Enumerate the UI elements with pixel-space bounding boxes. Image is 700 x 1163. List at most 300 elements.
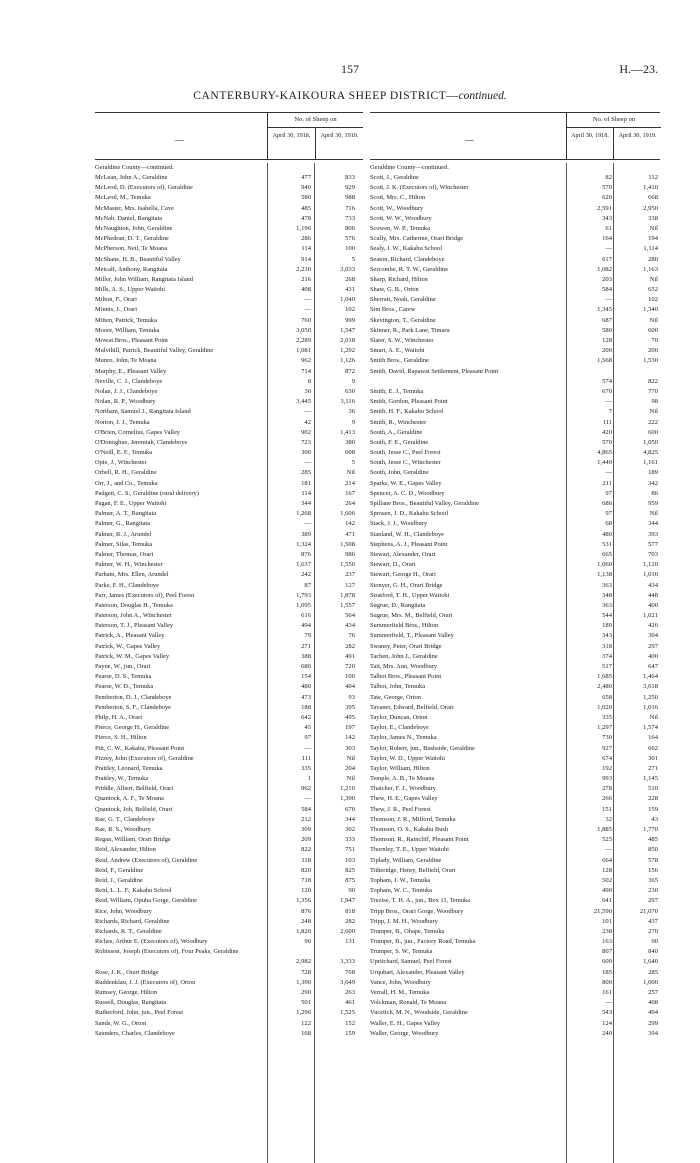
owner-name: Rutherford, John, jun., Peel Forest [95,1009,184,1017]
table-row [95,723,363,733]
sheep-1918: 90 [304,938,311,946]
sheep-1919: 167 [345,489,355,497]
sheep-1919: 9 [351,377,355,385]
sheep-1919: 1,606 [340,510,355,518]
table-row [370,326,660,336]
table-row [370,856,660,866]
table-row [95,326,363,336]
table-row [95,886,363,896]
sheep-1918: 665 [602,550,612,558]
sheep-1919: 102 [648,296,658,304]
table-row [370,693,660,703]
sheep-1918: 502 [602,876,612,884]
owner-name: Reid, L. L. F., Kakahu School [95,887,172,895]
sheep-1918: 97 [605,489,612,497]
owner-name: Parke, F. H., Clandeboye [95,581,159,589]
table-row [95,356,363,366]
table-row [370,927,660,937]
name-column-header: — [175,135,184,145]
owner-name: Thomson, R., Raincliff, Pleasant Point [370,836,469,844]
sheep-1919: 36 [348,408,355,416]
sheep-1919: 630 [345,387,355,395]
sheep-1919: 280 [648,255,658,263]
table-row [95,265,363,275]
owner-name: Riches, Arthur E. (Executors of), Woodbury [95,938,208,946]
table-row [95,509,363,519]
sheep-1918: 163 [602,938,612,946]
sheep-1919: 806 [345,224,355,232]
sheep-1919: 662 [648,744,658,752]
owner-name: McNab, Daniel, Rangitata [95,214,163,222]
sheep-1919: 103 [345,856,355,864]
owner-name: Vucetich, M. N., Woodside, Geraldine [370,1009,468,1017]
table-row [95,204,363,214]
sheep-1918: 45 [304,724,311,732]
sheep-1919: 1,557 [340,601,355,609]
owner-name: Russell, Douglas, Rangitata [95,999,166,1007]
sheep-1918: 266 [602,795,612,803]
sheep-1919: Nil [346,754,355,762]
owner-name: Vance, John, Woodbury [370,978,431,986]
sheep-1918: 876 [301,550,311,558]
table-row [370,397,660,407]
sheep-1919: 1,525 [340,1009,355,1017]
sheep-1919: 850 [648,846,658,854]
owner-name: McShane, H. B., Beautiful Valley [95,255,181,263]
sheep-1918: 388 [301,652,311,660]
sheep-1918: 993 [602,775,612,783]
owner-name: McPhedran, D. T., Geraldine [95,235,169,243]
owner-name: Spencer, A. C. D., Woodbury [370,489,445,497]
table-row [95,560,363,570]
section-heading: Geraldine County—continued. [370,164,449,171]
table-row [95,458,363,468]
owner-name: Tait, Mrs. Ann, Woodbury [370,663,438,671]
sheep-1919: 282 [345,642,355,650]
sheep-1919: 285 [648,968,658,976]
sheep-1919: 152 [345,1019,355,1027]
owner-name: Pierce, George H., Geraldine [95,724,170,732]
owner-name: Tripp Bros., Orari Gorge, Woodbury [370,907,464,915]
sheep-1918: 1,138 [597,571,612,579]
owner-name: Stewart, Alexander, Orari [370,550,436,558]
owner-name: Richards, Richard, Geraldine [95,917,170,925]
sheep-1919: 214 [345,479,355,487]
table-row [370,540,660,550]
sheep-1919: 142 [345,734,355,742]
sheep-1918: 962 [301,357,311,365]
owner-name: Scott, Mrs. C., Hilton [370,194,426,202]
owner-name: O'Neill, E. F., Temuka [95,449,153,457]
table-row [370,947,660,957]
owner-name: Paterson, T. J., Pleasant Valley [95,622,174,630]
sheep-1919: 668 [648,194,658,202]
sheep-1918: 97 [304,734,311,742]
sheep-1918: 68 [605,520,612,528]
table-row [95,845,363,855]
sheep-1918: 3,445 [296,398,311,406]
sheep-1919: 647 [648,663,658,671]
sheep-1918: 3,050 [296,326,311,334]
table-row [95,305,363,315]
table-row [95,601,363,611]
sheep-1919: 959 [648,500,658,508]
sheep-1919: 93 [348,693,355,701]
table-row [95,1019,363,1029]
sheep-1919: 1,126 [340,357,355,365]
sheep-1918: 543 [602,1009,612,1017]
table-row [95,907,363,917]
table-row [370,764,660,774]
table-row [370,489,660,499]
owner-name: Ruddenklau, J. J. (Executors of), Orton [95,978,196,986]
sheep-1918: 962 [301,785,311,793]
sheep-1919: 471 [345,530,355,538]
sheep-count-title: No. of Sheep on [268,113,363,128]
owner-name: Taylor, Robert, jun., Bushside, Geraldine [370,744,475,752]
table-row [370,214,660,224]
owner-name: Sim Bros., Carew [370,306,416,314]
owner-name: Stonyer, G. H., Orari Bridge [370,581,443,589]
sheep-1918: 2,289 [296,337,311,344]
table-row [370,570,660,580]
owner-name: Palmer, W. H., Winchester [95,561,163,569]
sheep-1918: 1,390 [296,978,311,986]
owner-name: Temple, A. B., Te Moana [370,775,435,783]
sheep-1918: 122 [301,1019,311,1027]
owner-name: Tavaner, Edward, Belfield, Orari [370,703,454,711]
owner-name: Scott, J., Geraldine [370,174,419,181]
owner-name: Parham, Mrs. Ellen, Arundel [95,571,169,579]
sheep-1918: 728 [301,968,311,976]
table-row [370,265,660,275]
sheep-1919: 608 [345,449,355,457]
sheep-1919: 271 [648,764,658,772]
owner-name: Smith, Gordon, Pleasant Point [370,398,448,406]
sheep-1918: 285 [301,469,311,477]
sheep-1919: 43 [651,815,658,823]
table-row [95,611,363,621]
table-row [370,591,660,601]
table-row [95,499,363,509]
table-row [370,356,660,366]
sheep-1919: 576 [345,235,355,243]
sheep-1918: 238 [602,927,612,935]
table-row [95,682,363,692]
owner-name: Stewart, D., Orari [370,561,416,569]
table-row [370,774,660,784]
sheep-1918: 111 [602,418,612,426]
sheep-1918: 161 [602,989,612,997]
sheep-1919: 3,333 [340,958,355,966]
table-body [95,163,363,1039]
sheep-1918: — [304,795,311,803]
owner-name: Stack, J. J., Woodbury [370,520,428,528]
table-row [95,173,363,183]
owner-name: Reid, William, Opuha Gorge, Geraldine [95,897,197,905]
owner-name: Trumper, S. W., Temuka [370,948,433,956]
owner-name: Trezise, T. H. A., jun., Box 11, Temuka [370,897,471,905]
sheep-1918: 687 [602,316,612,324]
sheep-1919: 652 [648,286,658,294]
sheep-1919: Nil [649,275,658,283]
sheep-1919: 333 [345,836,355,844]
sheep-1918: 473 [301,693,311,701]
owner-name: Sugrue, D., Rangitata [370,601,426,609]
sheep-1919: 9 [351,418,355,426]
sheep-1919: 988 [345,194,355,202]
owner-name: Palmer, Silas, Temuka [95,540,153,548]
table-row [95,570,363,580]
sheep-1918: 189 [602,622,612,630]
table-row [95,764,363,774]
table-row [95,519,363,529]
sheep-1918: 61 [605,224,612,232]
owner-name: Reid, J., Geraldine [95,876,143,884]
sheep-1918: 730 [602,734,612,742]
table-row [95,1008,363,1018]
sheep-1919: 86 [651,489,658,497]
name-column-header: — [465,135,474,145]
sheep-1918: 248 [301,917,311,925]
left-table [95,112,363,1112]
sheep-1918: 128 [602,866,612,874]
owner-name: Waller, E. H., Gapes Valley [370,1019,441,1027]
sheep-1918: 335 [301,764,311,772]
table-row [370,234,660,244]
table-row [370,866,660,876]
owner-name: Reid, F., Geraldine [95,866,144,874]
sheep-1919: 2,950 [643,204,658,212]
sheep-1919: 1,021 [643,612,658,620]
owner-name: South, Jesse C., Peel Forest [370,449,441,457]
table-row [95,631,363,641]
sheep-1918: 290 [301,989,311,997]
column-1918-header: April 30, 1918. [272,132,311,139]
owner-name: Metcalf, Anthony, Rangitata [95,265,168,273]
owner-name: Reid, Alexander, Hilton [95,846,156,854]
table-row [95,316,363,326]
sheep-1918: — [304,306,311,314]
owner-name: Saunders, Charles, Clandeboye [95,1029,175,1037]
table-row [370,224,660,234]
owner-name: Palmer, Thomas, Orari [95,550,154,558]
sheep-1918: 2,230 [296,265,311,273]
owner-name: McPherson, Neil, Te Moana [95,245,168,253]
sheep-1919: 577 [648,540,658,548]
sheep-1919: 342 [648,479,658,487]
owner-name: Topham, W. C., Temuka [370,887,433,895]
table-row [370,499,660,509]
sheep-1918: 1,095 [296,601,311,609]
sheep-1918: 584 [602,286,612,294]
sheep-1919: 1,508 [340,540,355,548]
sheep-1919: 338 [648,214,658,222]
owner-name: Pagan, F. E., Upper Waitohi [95,500,167,507]
owner-name: Pemberton, D. J., Clandeboye [95,693,172,701]
sheep-1918: 242 [301,571,311,579]
table-row [370,244,660,254]
owner-name: Taylor, E., Clandeboye [370,724,429,732]
owner-name: Stewart, George H., Orari [370,571,436,579]
sheep-1919: 21,070 [639,907,658,915]
owner-name: Tachen, John J., Geraldine [370,652,438,660]
owner-name: Philp, H. A., Orari [95,713,143,721]
sheep-1918: 240 [602,1029,612,1037]
sheep-1919: 159 [648,805,658,813]
table-row [370,193,660,203]
sheep-1919: Nil [649,713,658,721]
sheep-1919: 380 [345,438,355,446]
owner-name: Thew, J. R., Peel Forest [370,805,431,813]
owner-name: Sprosen, J. D., Kakahu School [370,510,449,518]
sheep-1919: 303 [345,744,355,752]
owner-name: Regan, William, Orari Bridge [95,836,171,844]
table-row [95,468,363,478]
sheep-1919: 237 [345,571,355,579]
table-row [95,672,363,682]
sheep-1919: 986 [345,550,355,558]
owner-name: Skinner, R., Park Lane, Timaru [370,326,450,334]
sheep-1918: 609 [602,958,612,966]
sheep-1919: Nil [649,224,658,232]
owner-name: Trumper, B., jun., Factory Road, Temuka [370,938,476,946]
owner-name: Talbot Bros., Pleasant Point [370,673,442,681]
sheep-1918: 1,820 [296,927,311,935]
sheep-1918: 87 [304,581,311,589]
table-row [370,611,660,621]
table-row [370,581,660,591]
table-row [95,346,363,356]
table-row [95,428,363,438]
table-row [370,316,660,326]
owner-name: Tate, George, Orton [370,693,421,701]
sheep-1919: 257 [648,989,658,997]
sheep-1918: — [304,459,311,467]
sheep-1919: 127 [345,581,355,589]
sheep-1919: 344 [345,815,355,823]
sheep-1918: 271 [301,642,311,650]
owner-name: Smart, A. E., Waitohi [370,347,425,355]
page-number: 157 [341,62,359,76]
table-row [95,856,363,866]
sheep-1918: 309 [301,826,311,833]
table-row [370,458,660,468]
sheep-1919: 159 [345,1029,355,1037]
sheep-1919: 3,649 [340,978,355,986]
table-row [95,285,363,295]
sheep-1918: 485 [301,204,311,212]
owner-name: Prattley, Leonard, Temuka [95,764,163,772]
sheep-1918: 501 [301,999,311,1007]
table-row [370,642,660,652]
table-row [370,621,660,631]
sheep-1919: 491 [345,652,355,660]
sheep-1918: 642 [301,713,311,721]
sheep-1919: 840 [648,948,658,956]
sheep-1918: 1,196 [296,224,311,232]
sheep-1919: 1,161 [643,459,658,467]
sheep-1919: 112 [648,174,658,181]
sheep-1918: 128 [602,337,612,344]
sheep-1918: 79 [304,632,311,640]
owner-name: Quantock, Job, Belfield, Orari [95,805,173,813]
sheep-1918: — [304,744,311,752]
sheep-1919: 70 [651,337,658,344]
owner-name: Nolan, R. P., Woodbury [95,398,156,406]
sheep-1919: 770 [648,387,658,395]
table-row [370,530,660,540]
sheep-1919: 448 [648,591,658,599]
owner-name: Reid, Andrew (Executors of), Geraldine [95,856,198,864]
owner-name: Miller, John William, Rangitata Island [95,275,194,283]
sheep-1919: 90 [651,938,658,946]
table-row [95,275,363,285]
sheep-1918: 343 [602,214,612,222]
table-row [370,631,660,641]
owner-name: Orbell, R. H., Geraldine [95,469,157,477]
sheep-1919: 204 [345,764,355,772]
sheep-1919: 485 [648,836,658,844]
sheep-1918: 82 [605,174,612,181]
sheep-1919: 1,292 [340,347,355,355]
sheep-1918: 120 [301,887,311,895]
table-row [95,998,363,1008]
sheep-1918: 620 [602,194,612,202]
table-row [370,917,660,927]
sheep-1919: 299 [648,1019,658,1027]
table-row [95,937,363,947]
sheep-1918: 1,081 [296,347,311,355]
owner-name: Milton, F., Orari [95,296,137,304]
owner-name: Pearse, W. D., Temuka [95,683,154,691]
sheep-1919: 494 [648,1009,658,1017]
sheep-1918: 200 [602,347,612,355]
sheep-1919: 197 [345,724,355,732]
sheep-1919: 999 [345,316,355,324]
sheep-1918: 408 [301,286,311,294]
sheep-1919: 301 [648,754,658,762]
sheep-1919: 3,116 [340,398,355,406]
owner-name: Rose, J. K., Orari Bridge [95,968,159,976]
sheep-1918: 192 [602,764,612,772]
owner-name: Stephens, A. J., Pleasant Point [370,540,448,548]
sheep-1918: 927 [602,744,612,752]
sheep-1919: 400 [648,601,658,609]
sheep-1918: 343 [602,632,612,640]
owner-name: Taylor, William, Hilton [370,764,430,772]
sheep-1918: 617 [602,255,612,263]
sheep-1918: 674 [602,754,612,762]
owner-name: Pizzey, John (Executors of), Geraldine [95,754,194,762]
owner-name: Pearse, D. S., Temuka [95,673,152,681]
owner-name: Mitten, Patrick, Temuka [95,316,157,324]
sheep-1919: 76 [348,632,355,640]
owner-name: Opie, J., Winchester [95,459,147,467]
table-row [95,744,363,754]
sheep-1918: 670 [602,387,612,395]
owner-name: Palmer, R. J., Arundel [95,530,152,538]
table-row [370,183,660,193]
owner-name: Neville, C. J., Clandeboye [95,377,163,385]
table-row [95,947,363,967]
sheep-1918: 348 [602,591,612,599]
column-1919-header: April 30, 1919. [315,128,363,159]
sheep-count-header [267,113,363,159]
sheep-1919: 100 [345,245,355,253]
sheep-1918: 2,480 [597,683,612,691]
sheep-1919: 302 [345,826,355,833]
